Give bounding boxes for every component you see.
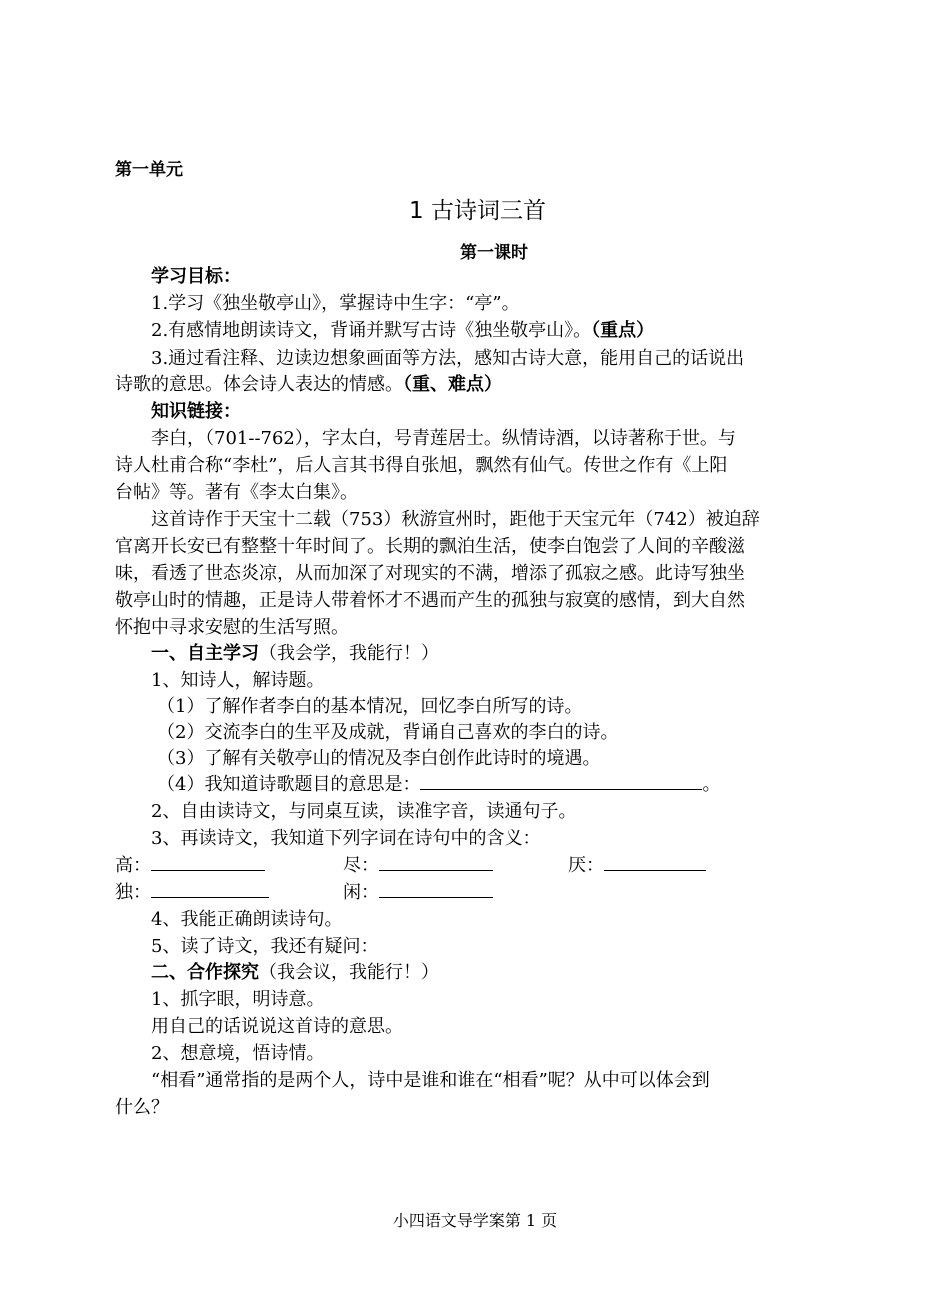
document-page xyxy=(115,0,840,1316)
knowledge-heading: 知识链接： xyxy=(151,401,241,422)
knowledge-p2-line-1: 这首诗作于天宝十二载（753）秋游宣州时，距他于天宝元年（742）被迫辞 xyxy=(151,509,760,530)
word-du-row xyxy=(115,880,269,906)
section-1-q1-d-text: （4）我知道诗歌题目的意思是： xyxy=(157,774,421,795)
objective-3-text: 诗歌的意思。体会诗人表达的情感。 xyxy=(115,374,403,395)
word-xian-blank[interactable] xyxy=(379,881,493,898)
word-gao-row xyxy=(115,853,265,879)
objective-2 xyxy=(151,318,654,344)
word-xian-label: 闲： xyxy=(343,882,379,903)
title-meaning-blank[interactable] xyxy=(420,773,702,790)
page-footer: 小四语文导学案第 1 页 xyxy=(392,1211,558,1230)
objective-2-tag: （重点） xyxy=(591,320,655,341)
word-jin-row xyxy=(343,853,493,879)
lesson-title: 1 古诗词三首 xyxy=(409,198,546,224)
word-du-label: 独： xyxy=(115,882,151,903)
section-1-q1-b: （2）交流李白的生平及成就，背诵自己喜欢的李白的诗。 xyxy=(157,722,619,743)
objective-3-tag: （重、难点） xyxy=(403,374,502,395)
section-1-note: （我会学，我能行！） xyxy=(259,643,439,664)
section-2-title: 二、合作探究 xyxy=(151,962,259,983)
section-2-q2: 2、想意境，悟诗情。 xyxy=(151,1043,325,1064)
objective-2-text: 2.有感情地朗读诗文，背诵并默写古诗《独坐敬亭山》。 xyxy=(151,320,592,341)
section-1-q1-d-end: 。 xyxy=(702,774,721,795)
section-1-q3: 3、再读诗文，我知道下列字词在诗句中的含义： xyxy=(151,828,541,849)
section-2-q2-line-2: 什么？ xyxy=(115,1097,169,1118)
word-yan-blank[interactable] xyxy=(604,854,706,871)
section-2-q1: 1、抓字眼，明诗意。 xyxy=(151,989,325,1010)
section-1-q1-a: （1）了解作者李白的基本情况，回忆李白所写的诗。 xyxy=(157,696,583,717)
objective-3-line-1: 3.通过看注释、边读边想象画面等方法，感知古诗大意，能用自己的话说出 xyxy=(151,348,745,369)
section-1-q2: 2、自由读诗文，与同桌互读，读准字音，读通句子。 xyxy=(151,801,577,822)
objectives-heading: 学习目标： xyxy=(151,266,241,287)
section-1-heading xyxy=(151,641,439,667)
word-jin-label: 尽： xyxy=(343,855,379,876)
section-2-q2-line-1: “相看”通常指的是两个人，诗中是谁和谁在“相看”呢？从中可以体会到 xyxy=(151,1070,710,1091)
word-yan-label: 厌： xyxy=(568,855,604,876)
knowledge-p2-line-2: 官离开长安已有整整十年时间了。长期的飘泊生活，使李白饱尝了人间的辛酸滋 xyxy=(115,536,745,557)
section-1-q1-d xyxy=(157,772,720,798)
unit-label: 第一单元 xyxy=(115,160,183,180)
section-2-note: （我会议，我能行！） xyxy=(259,962,439,983)
word-du-blank[interactable] xyxy=(151,881,269,898)
knowledge-p2-line-3: 味，看透了世态炎凉，从而加深了对现实的不满，增添了孤寂之感。此诗写独坐 xyxy=(115,563,745,584)
word-xian-row xyxy=(343,880,493,906)
section-2-q1-task: 用自己的话说说这首诗的意思。 xyxy=(151,1016,403,1037)
word-yan-row xyxy=(568,853,706,879)
objective-1: 1.学习《独坐敬亭山》，掌握诗中生字：“亭”。 xyxy=(151,293,520,314)
section-2-heading xyxy=(151,960,439,986)
knowledge-p2-line-5: 怀抱中寻求安慰的生活写照。 xyxy=(115,617,349,638)
knowledge-p1-line-2: 诗人杜甫合称“李杜”，后人言其书得自张旭，飘然有仙气。传世之作有《上阳 xyxy=(115,455,728,476)
knowledge-p1-line-3: 台帖》等。著有《李太白集》。 xyxy=(115,482,358,503)
knowledge-p1-line-1: 李白，（701--762），字太白，号青莲居士。纵情诗酒，以诗著称于世。与 xyxy=(151,428,736,449)
section-1-q1: 1、知诗人，解诗题。 xyxy=(151,670,325,691)
word-jin-blank[interactable] xyxy=(379,854,493,871)
section-1-q5: 5、读了诗文，我还有疑问： xyxy=(151,936,379,957)
lesson-period: 第一课时 xyxy=(460,243,528,263)
section-1-q1-c: （3）了解有关敬亭山的情况及李白创作此诗时的境遇。 xyxy=(157,748,601,769)
objective-3-line-2 xyxy=(115,372,502,398)
knowledge-p2-line-4: 敬亭山时的情趣，正是诗人带着怀才不遇而产生的孤独与寂寞的感情，到大自然 xyxy=(115,590,745,611)
section-1-title: 一、自主学习 xyxy=(151,643,259,664)
section-1-q4: 4、我能正确朗读诗句。 xyxy=(151,909,343,930)
word-gao-blank[interactable] xyxy=(151,854,265,871)
word-gao-label: 高： xyxy=(115,855,151,876)
